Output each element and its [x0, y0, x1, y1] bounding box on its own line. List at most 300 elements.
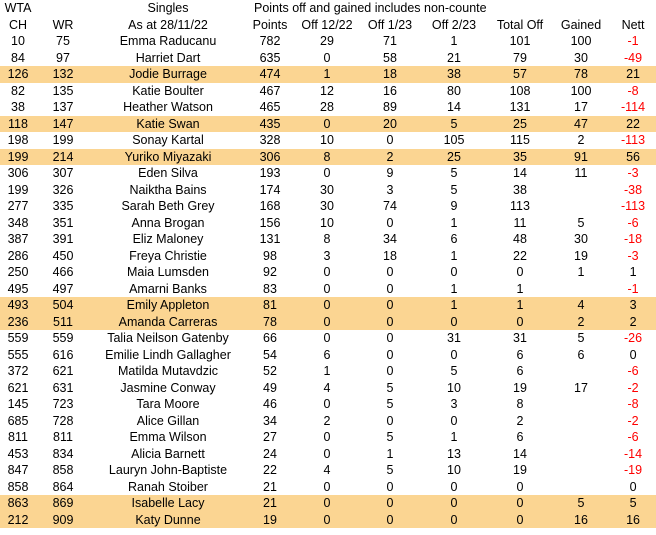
cell-off-1-23: 0 — [386, 281, 394, 296]
cell-points: 306 — [246, 149, 294, 166]
cell-off-2-23: 0 — [420, 314, 488, 331]
table-row — [0, 413, 656, 430]
cell-off-12-22: 4 — [323, 463, 331, 477]
cell-wr: 147 — [36, 116, 90, 133]
cell-gained: 17 — [574, 100, 588, 114]
cell-ch: 306 — [7, 166, 29, 180]
cell-name: Eliz Maloney — [132, 232, 204, 246]
cell-name: Lauryn John-Baptiste — [108, 463, 228, 477]
cell-off-2-23: 21 — [447, 50, 461, 65]
cell-gained — [552, 198, 610, 215]
cell-gained: 5 — [577, 215, 585, 230]
cell-nett: 2 — [610, 314, 656, 331]
cell-name: Tara Moore — [136, 397, 200, 411]
cell-wr: 858 — [52, 463, 74, 477]
cell-off-2-23: 5 — [450, 182, 458, 197]
table-row — [0, 462, 656, 479]
table-row — [0, 429, 656, 446]
cell-points: 92 — [263, 265, 277, 279]
cell-points: 78 — [246, 314, 294, 331]
cell-total-off: 79 — [513, 50, 527, 65]
cell-name: Jasmine Conway — [120, 380, 216, 395]
cell-off-12-22: 0 — [323, 281, 331, 296]
cell-off-1-23: 18 — [360, 66, 420, 83]
cell-total-off: 6 — [516, 430, 524, 444]
cell-wr: 351 — [52, 215, 74, 230]
cell-total-off: 0 — [516, 479, 524, 494]
cell-points: 19 — [246, 512, 294, 529]
cell-nett: -6 — [627, 364, 639, 378]
cell-ch: 212 — [0, 512, 36, 529]
cell-off-12-22: 10 — [320, 215, 334, 230]
cell-ch: 199 — [7, 182, 29, 197]
cell-off-2-23: 1 — [450, 248, 458, 263]
cell-ch: 555 — [7, 347, 29, 362]
cell-wr: 466 — [52, 265, 74, 279]
cell-name: Maia Lumsden — [127, 265, 209, 279]
cell-wr: 391 — [52, 232, 74, 246]
cell-total-off: 38 — [513, 182, 527, 197]
cell-wr: 335 — [52, 199, 74, 213]
cell-wr: 137 — [52, 100, 74, 114]
cell-nett: -8 — [627, 397, 639, 411]
cell-off-12-22: 0 — [323, 166, 331, 180]
cell-off-1-23: 5 — [386, 463, 394, 477]
cell-nett: -3 — [627, 166, 639, 180]
cell-off-2-23: 9 — [450, 199, 458, 213]
cell-name: Naiktha Bains — [129, 182, 207, 197]
header-row-1 — [0, 0, 656, 17]
cell-nett: -18 — [624, 232, 643, 246]
cell-off-1-23: 5 — [386, 430, 394, 444]
cell-off-2-23: 13 — [447, 446, 461, 461]
cell-ch: 863 — [0, 495, 36, 512]
cell-nett: 0 — [629, 347, 637, 362]
cell-off-1-23: 0 — [360, 297, 420, 314]
table-row — [0, 50, 656, 67]
cell-off-12-22: 0 — [323, 446, 331, 461]
cell-off-1-23: 0 — [360, 314, 420, 331]
cell-off-12-22: 4 — [323, 380, 331, 395]
cell-name: Amarni Banks — [129, 281, 207, 296]
cell-name: Alice Gillan — [136, 413, 200, 428]
cell-wr: 728 — [52, 413, 74, 428]
cell-points: 52 — [263, 364, 277, 378]
cell-total-off: 113 — [510, 199, 530, 213]
cell-total-off: 57 — [488, 66, 552, 83]
cell-name: Ranah Stoiber — [128, 479, 208, 494]
cell-wr: 75 — [56, 34, 70, 48]
cell-gained: 11 — [574, 166, 588, 180]
cell-off-1-23: 0 — [386, 331, 394, 345]
cell-nett: -8 — [627, 83, 639, 98]
cell-gained — [552, 446, 610, 463]
cell-off-12-22: 1 — [294, 66, 360, 83]
cell-points: 66 — [263, 331, 277, 345]
cell-off-12-22: 3 — [323, 248, 331, 263]
cell-off-1-23: 0 — [386, 479, 394, 494]
cell-wr: 616 — [52, 347, 74, 362]
cell-wr: 869 — [36, 495, 90, 512]
cell-off-1-23: 5 — [386, 397, 394, 411]
header-nett: Nett — [621, 17, 645, 32]
cell-off-2-23: 0 — [420, 512, 488, 529]
cell-nett: -1 — [627, 34, 639, 48]
table-row — [0, 396, 656, 413]
cell-total-off: 0 — [516, 265, 524, 279]
cell-nett: -113 — [620, 133, 646, 147]
cell-name: Amanda Carreras — [90, 314, 246, 331]
cell-points: 174 — [259, 182, 281, 197]
table-row — [0, 83, 656, 100]
cell-points: 22 — [263, 463, 277, 477]
cell-name: Katie Swan — [90, 116, 246, 133]
cell-total-off: 1 — [516, 281, 524, 296]
cell-ch: 493 — [0, 297, 36, 314]
cell-nett: -2 — [627, 380, 639, 395]
cell-total-off: 0 — [488, 495, 552, 512]
cell-points: 49 — [263, 380, 277, 395]
cell-points: 24 — [263, 446, 277, 461]
cell-off-1-23: 0 — [386, 347, 394, 362]
cell-off-12-22: 0 — [294, 314, 360, 331]
cell-nett: 16 — [610, 512, 656, 529]
cell-ch: 199 — [0, 149, 36, 166]
cell-wr: 450 — [52, 248, 74, 263]
cell-total-off: 108 — [509, 83, 531, 98]
cell-off-1-23: 20 — [360, 116, 420, 133]
cell-off-12-22: 2 — [323, 413, 331, 428]
cell-points: 435 — [246, 116, 294, 133]
cell-gained: 6 — [577, 347, 585, 362]
cell-nett: -1 — [627, 281, 639, 296]
cell-off-1-23: 0 — [360, 495, 420, 512]
cell-off-1-23: 89 — [383, 100, 397, 114]
header-as-at: As at 28/11/22 — [128, 17, 208, 32]
cell-nett: 21 — [610, 66, 656, 83]
cell-off-2-23: 0 — [450, 479, 458, 494]
cell-off-1-23: 0 — [386, 133, 394, 147]
cell-off-1-23: 0 — [386, 215, 394, 230]
cell-ch: 286 — [7, 248, 29, 263]
cell-off-12-22: 0 — [294, 495, 360, 512]
cell-total-off: 2 — [516, 413, 524, 428]
cell-ch: 847 — [7, 463, 29, 477]
cell-ch: 250 — [7, 265, 29, 279]
cell-total-off: 31 — [513, 331, 527, 345]
header-total-off: Total Off — [496, 17, 544, 32]
cell-total-off: 0 — [488, 314, 552, 331]
cell-off-2-23: 5 — [450, 364, 458, 378]
cell-nett: 1 — [629, 265, 637, 279]
cell-off-2-23: 5 — [420, 116, 488, 133]
cell-points: 467 — [259, 83, 281, 98]
cell-ch: 811 — [8, 430, 28, 444]
cell-name: Matilda Mutavdzic — [117, 364, 219, 378]
cell-off-2-23: 10 — [447, 380, 461, 395]
cell-ch: 621 — [7, 380, 29, 395]
cell-off-2-23: 38 — [420, 66, 488, 83]
cell-name: Katy Dunne — [90, 512, 246, 529]
cell-off-1-23: 0 — [386, 364, 394, 378]
cell-off-2-23: 1 — [450, 34, 458, 48]
table-row — [0, 182, 656, 199]
table-row — [0, 281, 656, 298]
table-row — [0, 479, 656, 496]
cell-gained: 5 — [552, 495, 610, 512]
table-row — [0, 116, 656, 133]
cell-points: 27 — [263, 430, 277, 444]
cell-wr: 621 — [52, 364, 74, 378]
cell-total-off: 48 — [513, 232, 527, 246]
cell-ch: 84 — [11, 50, 25, 65]
cell-off-2-23: 80 — [447, 83, 461, 98]
cell-off-12-22: 29 — [320, 34, 334, 48]
cell-wr: 307 — [52, 166, 74, 180]
header-points-note: Points off and gained includes non-counte — [254, 1, 487, 15]
cell-off-2-23: 1 — [450, 215, 458, 230]
cell-gained: 17 — [574, 380, 588, 395]
cell-nett: -6 — [627, 430, 639, 444]
cell-ch: 372 — [7, 364, 29, 378]
cell-nett: -38 — [624, 182, 643, 197]
table-row — [0, 495, 656, 512]
cell-ch: 453 — [7, 446, 29, 461]
table-row — [0, 165, 656, 182]
header-off-12-22: Off 12/22 — [301, 17, 353, 32]
cell-gained: 91 — [552, 149, 610, 166]
table-row — [0, 66, 656, 83]
cell-nett: 22 — [610, 116, 656, 133]
cell-off-12-22: 0 — [323, 397, 331, 411]
cell-nett: -2 — [627, 413, 639, 428]
cell-wr: 811 — [53, 430, 73, 444]
table-row — [0, 297, 656, 314]
cell-off-2-23: 0 — [450, 265, 458, 279]
table-row — [0, 99, 656, 116]
cell-off-12-22: 0 — [323, 331, 331, 345]
cell-points: 54 — [263, 347, 277, 362]
table-row — [0, 149, 656, 166]
cell-name: Freya Christie — [129, 248, 207, 263]
cell-nett: -3 — [627, 248, 639, 263]
cell-off-12-22: 12 — [320, 83, 334, 98]
cell-off-12-22: 6 — [323, 347, 331, 362]
cell-points: 474 — [246, 66, 294, 83]
cell-off-12-22: 8 — [323, 232, 331, 246]
cell-ch: 559 — [7, 331, 29, 345]
cell-total-off: 6 — [516, 347, 524, 362]
cell-ch: 685 — [7, 413, 29, 428]
cell-gained — [552, 479, 610, 496]
cell-wr: 834 — [52, 446, 74, 461]
cell-name: Emma Raducanu — [119, 34, 217, 48]
cell-off-1-23: 1 — [386, 446, 394, 461]
header-wta: WTA — [4, 1, 32, 15]
table-row — [0, 330, 656, 347]
cell-ch: 858 — [7, 479, 29, 494]
cell-nett: 5 — [610, 495, 656, 512]
header-singles: Singles — [147, 1, 189, 15]
table-row — [0, 347, 656, 364]
cell-off-1-23: 58 — [383, 50, 397, 65]
cell-ch: 387 — [7, 232, 29, 246]
cell-nett: 3 — [610, 297, 656, 314]
cell-ch: 82 — [11, 83, 25, 98]
table-row — [0, 132, 656, 149]
cell-gained: 2 — [552, 314, 610, 331]
cell-off-1-23: 0 — [386, 413, 394, 428]
cell-gained: 78 — [552, 66, 610, 83]
header-off-1-23: Off 1/23 — [367, 17, 413, 32]
table-row — [0, 198, 656, 215]
cell-ch: 198 — [7, 133, 29, 147]
cell-wr: 504 — [36, 297, 90, 314]
cell-off-1-23: 0 — [360, 512, 420, 529]
cell-off-12-22: 30 — [320, 182, 334, 197]
cell-off-2-23: 6 — [450, 232, 458, 246]
cell-off-12-22: 28 — [320, 100, 334, 114]
cell-gained: 1 — [577, 265, 585, 279]
cell-ch: 126 — [0, 66, 36, 83]
cell-wr: 214 — [36, 149, 90, 166]
cell-off-2-23: 5 — [450, 166, 458, 180]
cell-name: Sarah Beth Grey — [121, 199, 215, 213]
cell-wr: 723 — [52, 397, 74, 411]
cell-ch: 145 — [7, 397, 29, 411]
cell-name: Harriet Dart — [135, 50, 201, 65]
cell-off-1-23: 9 — [386, 166, 394, 180]
cell-points: 465 — [259, 100, 281, 114]
cell-wr: 132 — [36, 66, 90, 83]
cell-gained — [552, 462, 610, 479]
cell-total-off: 14 — [513, 166, 527, 180]
cell-points: 635 — [259, 50, 281, 65]
header-off-2-23: Off 2/23 — [431, 17, 477, 32]
cell-total-off: 35 — [488, 149, 552, 166]
table-row — [0, 215, 656, 232]
cell-off-2-23: 3 — [450, 397, 458, 411]
cell-name: Eden Silva — [138, 166, 198, 180]
cell-nett: 56 — [610, 149, 656, 166]
cell-name: Yuriko Miyazaki — [90, 149, 246, 166]
cell-off-12-22: 30 — [320, 199, 334, 213]
table-row — [0, 264, 656, 281]
cell-name: Emilie Lindh Gallagher — [105, 347, 231, 362]
cell-off-12-22: 8 — [294, 149, 360, 166]
cell-wr: 97 — [56, 50, 70, 65]
cell-total-off: 131 — [509, 100, 531, 114]
table-row — [0, 314, 656, 331]
cell-total-off: 11 — [513, 215, 527, 230]
cell-off-1-23: 34 — [383, 232, 397, 246]
cell-off-2-23: 0 — [450, 347, 458, 362]
table-row — [0, 248, 656, 265]
cell-points: 83 — [263, 281, 277, 296]
cell-points: 168 — [259, 199, 281, 213]
table-row — [0, 33, 656, 50]
cell-off-1-23: 16 — [383, 83, 397, 98]
cell-off-1-23: 0 — [386, 265, 394, 279]
cell-off-2-23: 14 — [447, 100, 461, 114]
cell-name: Jodie Burrage — [90, 66, 246, 83]
cell-wr: 511 — [36, 314, 90, 331]
cell-points: 98 — [263, 248, 277, 263]
cell-off-2-23: 25 — [420, 149, 488, 166]
cell-name: Katie Boulter — [132, 83, 204, 98]
cell-name: Talia Neilson Gatenby — [107, 331, 229, 345]
cell-gained: 16 — [552, 512, 610, 529]
cell-off-2-23: 0 — [420, 495, 488, 512]
table-row — [0, 380, 656, 397]
cell-ch: 10 — [11, 34, 25, 48]
cell-name: Emily Appleton — [90, 297, 246, 314]
cell-off-12-22: 0 — [294, 116, 360, 133]
cell-nett: -26 — [624, 331, 643, 345]
cell-off-12-22: 0 — [323, 50, 331, 65]
cell-wr: 864 — [52, 479, 74, 494]
cell-off-12-22: 0 — [294, 297, 360, 314]
cell-nett: -114 — [620, 100, 646, 114]
cell-points: 193 — [259, 166, 281, 180]
cell-name: Alicia Barnett — [131, 446, 205, 461]
cell-gained: 100 — [570, 83, 592, 98]
cell-name: Isabelle Lacy — [90, 495, 246, 512]
cell-wr: 326 — [52, 182, 74, 197]
table-row — [0, 231, 656, 248]
header-wr: WR — [52, 17, 74, 32]
cell-ch: 38 — [11, 100, 25, 114]
table-row — [0, 446, 656, 463]
cell-nett: -6 — [627, 215, 639, 230]
cell-off-12-22: 0 — [323, 430, 331, 444]
cell-gained: 47 — [552, 116, 610, 133]
cell-off-2-23: 1 — [450, 430, 458, 444]
cell-total-off: 6 — [516, 364, 524, 378]
cell-off-12-22: 0 — [323, 479, 331, 494]
cell-name: Sonay Kartal — [132, 133, 204, 147]
cell-gained: 100 — [570, 34, 592, 48]
cell-off-2-23: 0 — [450, 413, 458, 428]
cell-gained: 30 — [574, 50, 588, 65]
cell-points: 328 — [259, 133, 281, 147]
cell-wr: 497 — [52, 281, 74, 296]
cell-total-off: 19 — [513, 380, 527, 395]
cell-gained — [552, 281, 610, 298]
cell-points: 46 — [263, 397, 277, 411]
cell-wr: 199 — [52, 133, 74, 147]
cell-ch: 277 — [7, 199, 29, 213]
cell-off-12-22: 0 — [294, 512, 360, 529]
cell-total-off: 25 — [488, 116, 552, 133]
cell-off-12-22: 0 — [323, 265, 331, 279]
table-row — [0, 512, 656, 529]
cell-gained: 30 — [574, 232, 588, 246]
cell-points: 21 — [263, 479, 277, 494]
header-points: Points — [252, 17, 288, 32]
cell-nett: -113 — [620, 199, 646, 213]
cell-ch: 495 — [7, 281, 29, 296]
cell-nett: -49 — [624, 50, 643, 65]
cell-points: 81 — [246, 297, 294, 314]
cell-off-2-23: 1 — [420, 297, 488, 314]
cell-off-12-22: 1 — [323, 364, 331, 378]
cell-name: Heather Watson — [123, 100, 213, 114]
cell-total-off: 101 — [509, 34, 531, 48]
cell-points: 782 — [259, 34, 281, 48]
cell-gained: 4 — [552, 297, 610, 314]
cell-gained: 5 — [577, 331, 585, 345]
